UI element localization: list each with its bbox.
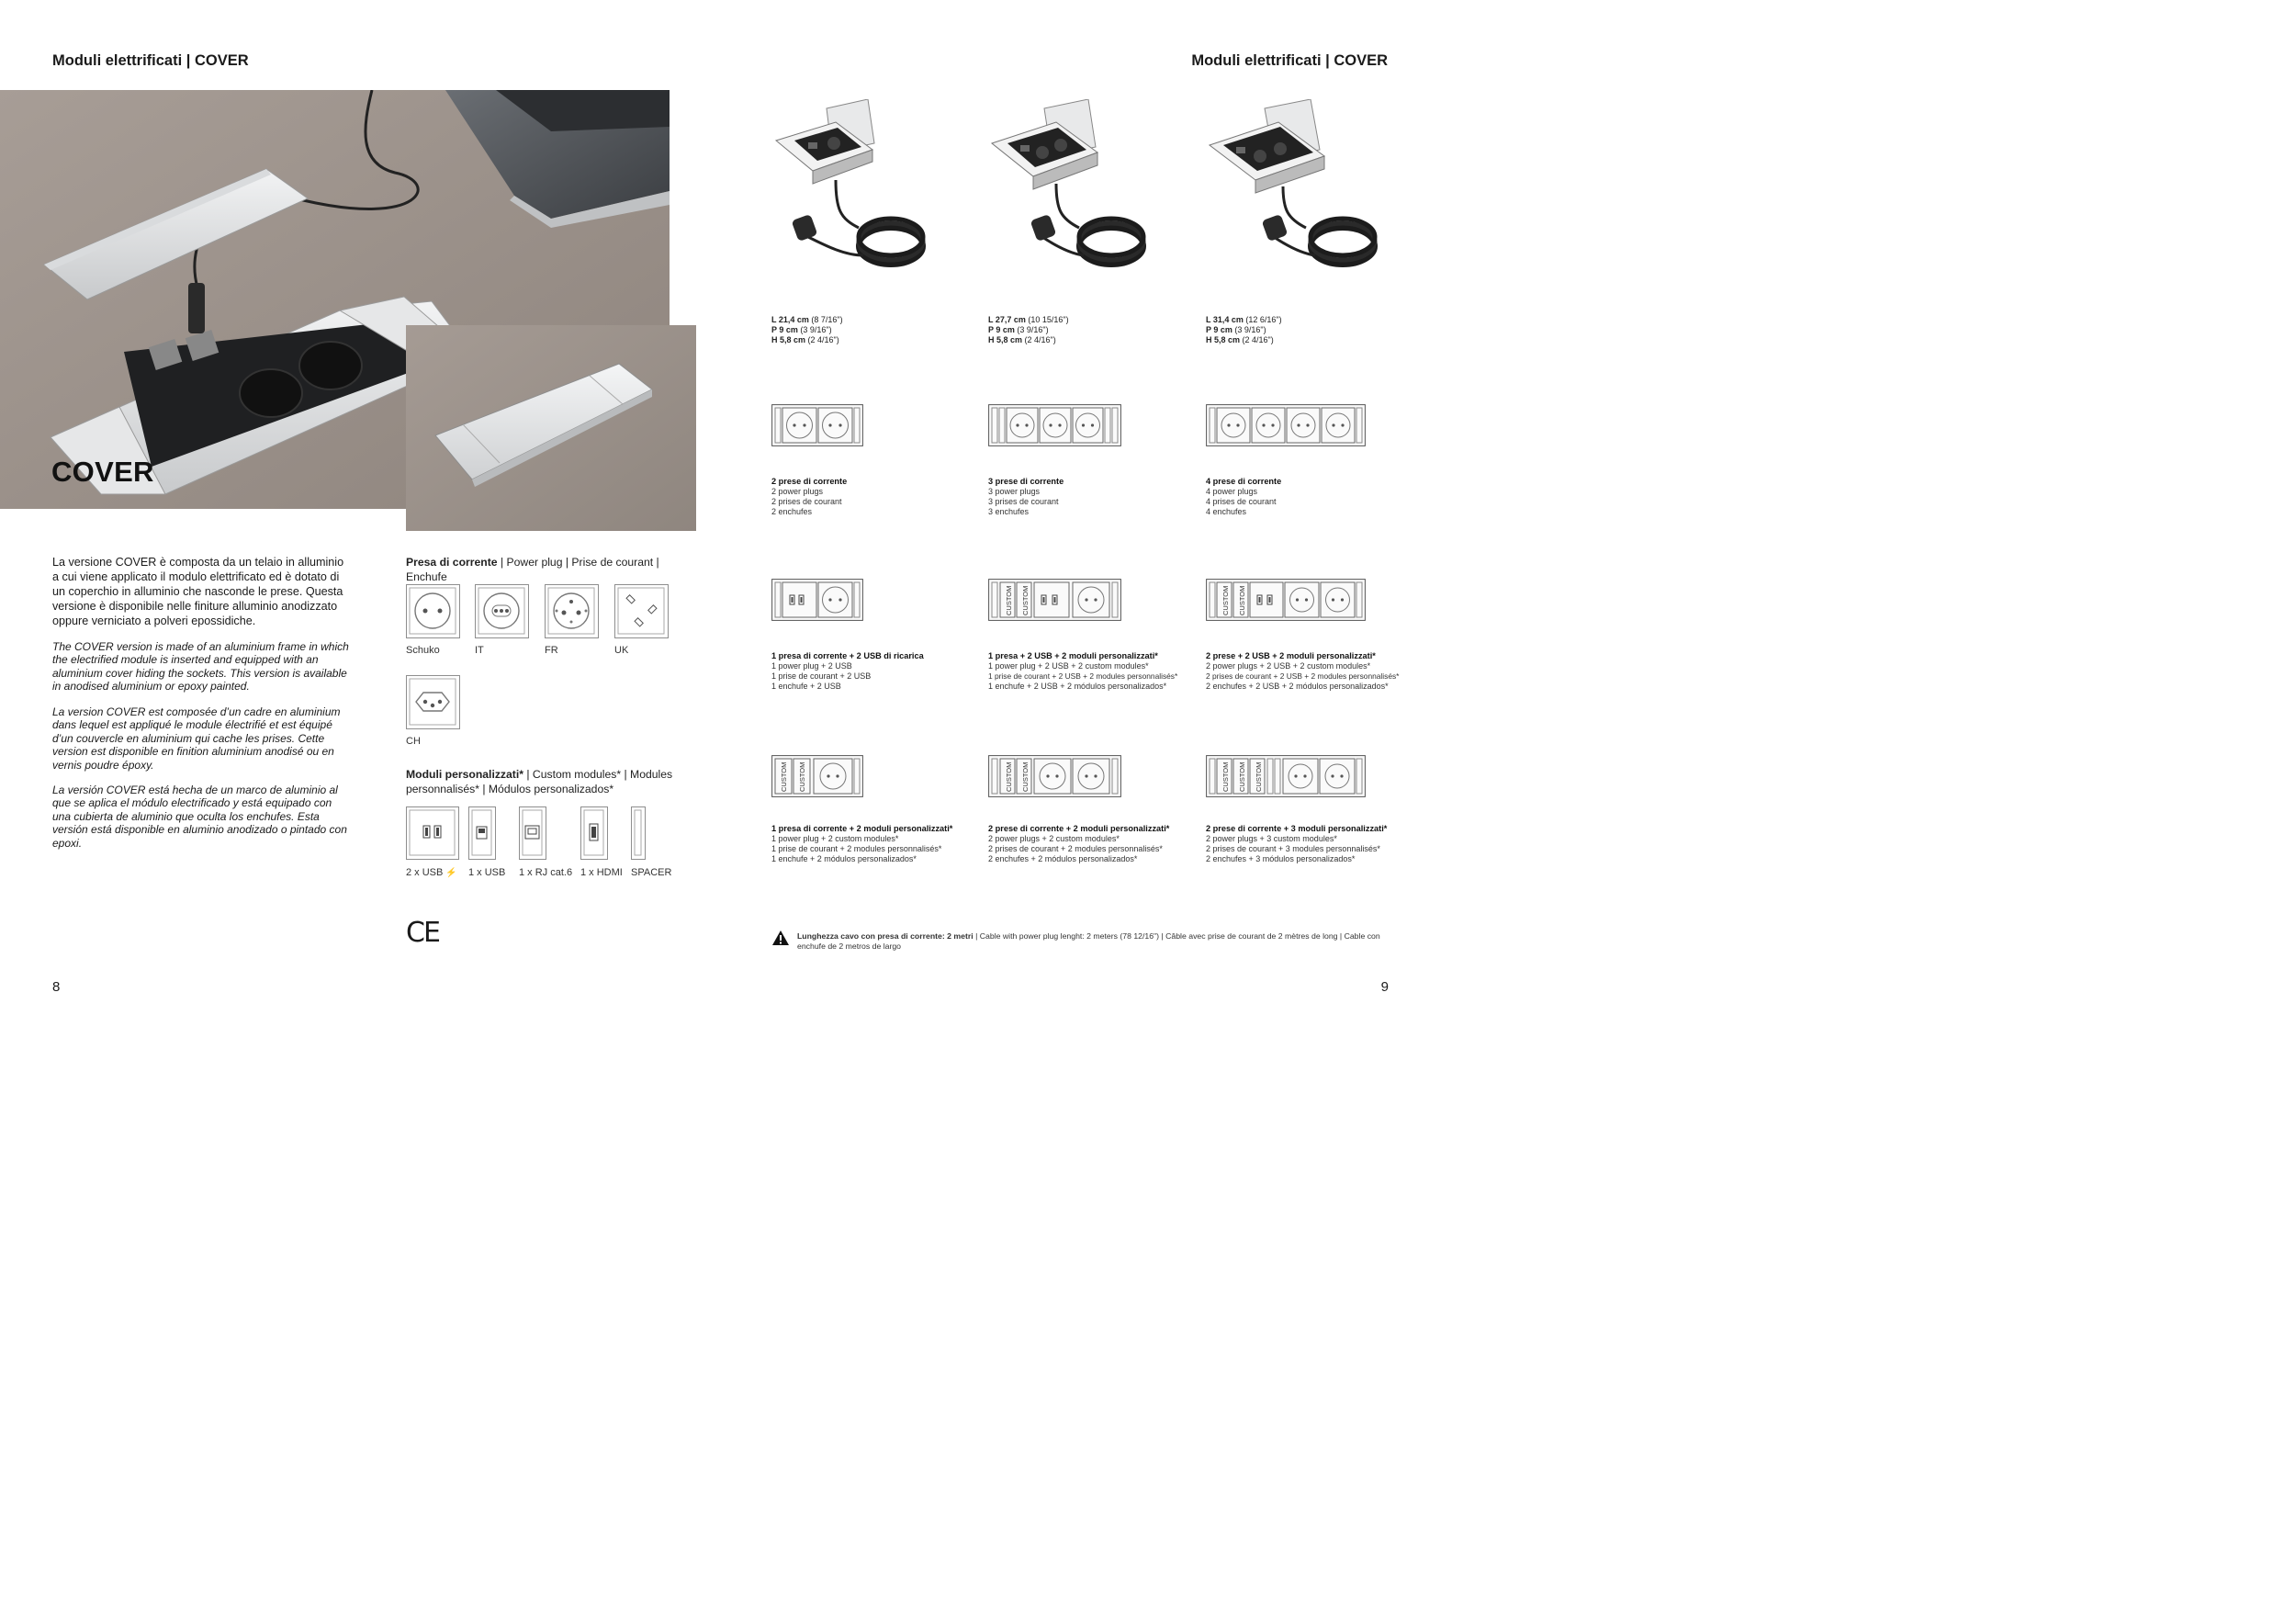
product-spec-1: L 21,4 cm (8 7/16") P 9 cm (3 9/16") H 5,8 cm (2 4/16") (771, 315, 843, 344)
config-diagram-2plug-usb-custom (1206, 579, 1366, 626)
config-desc-6: 2 prese + 2 USB + 2 moduli personalizzati* 2 power plugs + 2 USB + 2 custom modules* 2 prises de courant + 2 USB + 2 modules personnalisés* 2 enchufes + 2 USB + 2 módulos personalizados* (1206, 651, 1400, 691)
intro-text-fr: La version COVER est composée d’un cadre en aluminium dans lequel est appliqué le module électrifié et est équipé d’un couvercle en aluminium qui cache les prises. Cette version est disponible en finition aluminium anodisé ou en vernis poudre époxy. (52, 705, 341, 772)
plug-label-ch: CH (406, 736, 421, 747)
custom-module-label: CUSTOM (1238, 585, 1246, 615)
hdmi-icon (580, 806, 608, 860)
page-number-left: 8 (52, 979, 61, 995)
config-diagram-3-plugs (988, 404, 1121, 451)
warning-icon (771, 930, 790, 951)
custom-module-label: CUSTOM (1221, 585, 1230, 615)
plug-label-schuko: Schuko (406, 645, 440, 656)
custom-module-label: CUSTOM (1005, 585, 1013, 615)
intro-text-it: La versione COVER è composta da un telaio in alluminio a cui viene applicato il modulo elettrificato ed è dotato di un coperchio in alluminio che nasconde le prese. Questa versione è disponibile nelle finiture alluminio anodizzato oppure verniciato a polveri epossidiche. (52, 556, 344, 627)
cable-length-note: Lunghezza cavo con presa di corrente: 2 metri | Cable with power plug lenght: 2 meters (78 12/16") | Câble avec prise de courant de 2 mètres de long | Cable con enchufe de 2 metros de largo (797, 931, 1380, 951)
config-desc-1: 2 prese di corrente 2 power plugs 2 prises de courant 2 enchufes (771, 477, 848, 516)
config-diagram-4-plugs (1206, 404, 1366, 451)
rj45-icon (519, 806, 546, 860)
product-render-2-socket (771, 99, 932, 283)
config-diagram-2-plugs (771, 404, 863, 451)
intro-text-en: The COVER version is made of an aluminium frame in which the electrified module is inserted and equipped with an aluminium cover hiding the sockets. This version is available in anodised aluminium or epoxy painted. (52, 640, 349, 694)
left-page-header: Moduli elettrificati | COVER (52, 52, 249, 69)
custom-module-label: CUSTOM (1005, 761, 1013, 792)
custom-module-label: CUSTOM (1021, 761, 1030, 792)
config-desc-8: 2 prese di corrente + 2 moduli personalizzati* 2 power plugs + 2 custom modules* 2 prises de courant + 2 modules personnalisés* 2 enchufes + 2 módulos personalizados* (988, 824, 1170, 863)
custom-module-label: CUSTOM (1238, 761, 1246, 792)
custom-module-label: CUSTOM (1221, 761, 1230, 792)
power-plug-section-title: Presa di corrente | Power plug | Prise de courant | Enchufe (406, 556, 659, 583)
custom-module-label: CUSTOM (1021, 585, 1030, 615)
config-desc-5: 1 presa + 2 USB + 2 moduli personalizzati* 1 power plug + 2 USB + 2 custom modules* 1 prise de courant + 2 USB + 2 modules personnalisés* 1 enchufe + 2 USB + 2 módulos personalizados* (988, 651, 1178, 691)
config-diagram-2plug-2custom (988, 755, 1121, 802)
module-label-1usb: 1 x USB (468, 867, 506, 878)
custom-module-label: CUSTOM (780, 761, 788, 792)
swiss-socket-icon (406, 675, 460, 729)
intro-text-es: La versión COVER está hecha de un marco de aluminio al que se aplica el módulo electrificado y está equipado con una cubierta de aluminio que oculta los enchufes. Esta versión está disponible en aluminio anodizado o pintado con epoxi. (52, 784, 347, 850)
product-render-4-socket (1205, 99, 1379, 283)
config-desc-4: 1 presa di corrente + 2 USB di ricarica 1 power plug + 2 USB 1 prise de courant + 2 USB 1 enchufe + 2 USB (771, 651, 924, 691)
config-desc-3: 4 prese di corrente 4 power plugs 4 prises de courant 4 enchufes (1206, 477, 1282, 516)
cover-title: COVER (51, 456, 154, 488)
page-number-right: 9 (1380, 979, 1389, 995)
config-diagram-plug-2custom (771, 755, 863, 802)
module-label-rj: 1 x RJ cat.6 (519, 867, 573, 878)
closed-cover-photo (406, 325, 696, 531)
italian-socket-icon (475, 584, 529, 638)
usb-icon (468, 806, 496, 860)
config-desc-7: 1 presa di corrente + 2 moduli personalizzati* 1 power plug + 2 custom modules* 1 prise de courant + 2 modules personnalisés* 1 enchufe + 2 módulos personalizados* (771, 824, 953, 863)
product-spec-2: L 27,7 cm (10 15/16") P 9 cm (3 9/16") H 5,8 cm (2 4/16") (988, 315, 1069, 344)
plug-label-uk: UK (614, 645, 629, 656)
right-page-header: Moduli elettrificati | COVER (1191, 52, 1388, 69)
config-diagram-plug-usb (771, 579, 863, 626)
usb-charger-icon (406, 806, 459, 860)
plug-label-it: IT (475, 645, 484, 656)
schuko-socket-icon (406, 584, 460, 638)
lightning-icon: ⚡ (445, 868, 457, 878)
custom-module-label: CUSTOM (798, 761, 806, 792)
french-socket-icon (545, 584, 599, 638)
config-diagram-2plug-3custom (1206, 755, 1366, 802)
module-label-spacer: SPACER (631, 867, 672, 878)
product-render-3-socket (987, 99, 1153, 283)
custom-modules-section-title: Moduli personalizzati* | Custom modules* | Modules personnalisés* | Módulos personalizados* (406, 768, 673, 795)
config-diagram-plug-usb-custom (988, 579, 1121, 626)
ce-mark: CE (406, 917, 439, 949)
custom-module-label: CUSTOM (1255, 761, 1263, 792)
config-desc-9: 2 prese di corrente + 3 moduli personalizzati* 2 power plugs + 3 custom modules* 2 prises de courant + 3 modules personnalisés* 2 enchufes + 3 módulos personalizados* (1206, 824, 1388, 863)
spacer-icon (631, 806, 646, 860)
uk-socket-icon (614, 584, 669, 638)
config-desc-2: 3 prese di corrente 3 power plugs 3 prises de courant 3 enchufes (988, 477, 1064, 516)
plug-label-fr: FR (545, 645, 558, 656)
module-label-2usb: 2 x USB ⚡ (406, 867, 457, 878)
module-label-hdmi: 1 x HDMI (580, 867, 623, 878)
product-spec-3: L 31,4 cm (12 6/16") P 9 cm (3 9/16") H 5,8 cm (2 4/16") (1206, 315, 1282, 344)
